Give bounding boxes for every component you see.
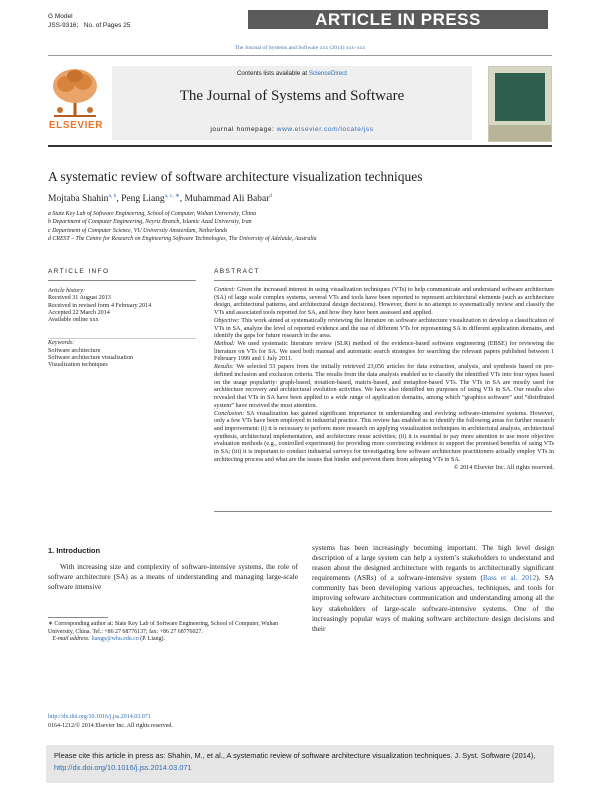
author-marks: a, b [108, 193, 117, 199]
abstract-conclusion: Conclusion: SA visualization has gained significant importance in understanding and evolving software-intensive systems. However, only a few VTs have been employed in industrial practice. This review has enabled us to identify the following areas for further research and improvement: (i) it is necessary to perform more research on applying visualization techniques in architectural analysis, architectural synthesis, architectural implementation, and architecture reuse activities; (ii) it is essential to pay more attention to use more objective evaluation methods (e.g., controlled experiment) for providing more convincing evidence to support the promised benefits of using VTs in SA; (iii) it is important to conduct industrial surveys for investigating how software architecture practitioners actually employ VTs in architecting process and what are the issues that hinder and prevent them from adopting VTs in SA. [214, 409, 555, 463]
article-info [48, 288, 198, 370]
doi-link[interactable]: http://dx.doi.org/10.1016/j.jss.2014.03.071 [48, 714, 151, 720]
abstract-heading: ABSTRACT [214, 268, 260, 275]
author-marks: d [269, 193, 273, 199]
author-list: Mojtaba Shahin$^{a, b}$, Peng Liang$^{a, c, ∗}$, Muhammad Ali Babar$^d$ [48, 193, 273, 205]
author-name[interactable]: Mojtaba Shahin [48, 194, 109, 205]
sciencedirect-link[interactable]: ScienceDirect [308, 70, 348, 77]
intro-paragraph-left: With increasing size and complexity of software-intensive systems, the role of software architecture (SA) as a means of understanding and managing large-scale software intensive [48, 562, 298, 592]
issn-line: 0164-1212/© 2014 Elsevier Inc. All rights reserved. [48, 723, 173, 729]
abstract-method: Method: We used systematic literature review (SLR) method of the evidence-based software engineering (EBSE) for reviewing the literature on VTs for SA. We used both manual and automatic search strategies for searching the relevant papers published between 1 February 1999 and 1 July 2011. [214, 340, 554, 363]
email-label: E-mail address: [52, 636, 90, 643]
history-item: Received 31 August 2013 [48, 295, 111, 302]
section-heading-introduction: 1. Introduction [48, 546, 101, 555]
article-in-press-banner: ARTICLE IN PRESS [248, 10, 548, 29]
history-item: Received in revised form 4 February 2014 [48, 302, 152, 309]
divider [48, 280, 196, 281]
abstract-objective: Objective: This work aimed at systematically reviewing the literature on software architecture visualization to develop a classification of VTs in SA, analyze the level of reported evidence and the use of different VTs for representing SA in different application domains, and identify the gaps for future research in the area. [214, 316, 555, 340]
divider [48, 338, 196, 339]
citation-text: Please cite this article in press as: Shahin, M., et al., A systematic review of software architecture visualization techniques. J. Syst. Software (2014), http://dx.doi.org/10.1016/j.jss.2014.03.071 [54, 751, 536, 772]
article-info-heading: ARTICLE INFO [48, 268, 110, 275]
history-item: Available online xxx [48, 317, 99, 324]
homepage-prefix: journal homepage: [210, 126, 275, 133]
affiliation: b Department of Computer Engineering, Neyriz Branch, Islamic Azad University, Iran [48, 219, 252, 226]
email-suffix: (P. Liang). [140, 636, 165, 643]
intro-paragraph-right: systems has been increasingly becoming important. The high level design description of a large system can help a system’s stakeholders to understand and reason about the designed architecture with regards to architecturally significant requirements (ASRs) of a software-intensive system (Bass et al. 2012). SA community has been developing various approaches, techniques, and tools for improving software architecture communication and understanding among all the key stakeholders of large-scale software-intensive systems. One of the increasingly popular ways of making software architecture design decisions and their [312, 543, 554, 633]
copyright-notice: © 2014 Elsevier Inc. All rights reserved. [453, 463, 554, 471]
cover-artwork [495, 73, 545, 121]
footnote-divider [48, 617, 108, 618]
corresponding-author-footnote [48, 621, 298, 644]
divider [48, 145, 552, 147]
author-marks: a, c, ∗ [164, 193, 180, 199]
keyword: Visualization techniques [48, 362, 108, 369]
journal-homepage [112, 126, 472, 133]
history-label: Article history: [48, 288, 86, 294]
affiliation: a State Key Lab of Software Engineering, School of Computer, Wuhan University, China [48, 211, 257, 217]
author-name[interactable]: Muhammad Ali Babar [184, 194, 270, 205]
pages-label: No. of Pages 25 [83, 22, 131, 29]
history-item: Accepted 22 March 2014 [48, 309, 110, 316]
citation-doi-link[interactable]: http://dx.doi.org/10.1016/j.jss.2014.03.071 [54, 762, 192, 772]
ref-label: JSS-9316; [48, 22, 79, 29]
manuscript-info [48, 12, 130, 30]
abstract-results: Results: We selected 53 papers from the initially retrieved 23,056 articles for data extraction, analysis, and synthesis based on pre-defined inclusion and exclusion criteria. The results from the data analysis enabled us to classify the identified VTs into four types based on the usage popularity: graph-based, notation-based, matrix-based, and metaphor-based VTs. The VTs in SA are mostly used for architecture recovery and architectural evolution activities. We have also identified ten purposes of using VTs in SA. Our results also revealed that VTs in SA have been applied to a wide range of application domains, among which “graphics software” and “distributed system” have received the most attention. [214, 363, 555, 409]
journal-cover-image [488, 66, 552, 142]
contents-line [112, 70, 472, 77]
author-name[interactable]: Peng Liang [121, 194, 165, 205]
affiliation: c Department of Computer Science, VU University Amsterdam, Netherlands [48, 227, 228, 234]
email-link[interactable]: liangp@whu.edu.cn [91, 636, 139, 643]
keyword: Software architecture [48, 347, 101, 354]
divider [214, 280, 552, 281]
divider [214, 511, 552, 512]
homepage-link[interactable]: www.elsevier.com/locate/jss [276, 126, 374, 133]
divider [48, 55, 552, 56]
article-title: A systematic review of software architecture visualization techniques [48, 169, 423, 184]
affiliations [48, 210, 552, 244]
keyword: Software architecture visualization [48, 355, 133, 362]
publisher-name: ELSEVIER [48, 120, 104, 131]
journal-title: The Journal of Systems and Software [179, 88, 405, 104]
contents-prefix: Contents lists available at [236, 70, 308, 77]
abstract-context: Context: Given the increased interest in using visualization techniques (VTs) to help communicate and understand software architecture (SA) of large scale complex systems, several VTs and tools have been reported to represent architectural elements (such as architecture design, architectural patterns, and architectural design decisions). However, there is no attempt to systematically review and classify the VTs and associated tools reported for SA, and how they have been assessed and applied. [214, 286, 554, 317]
abstract-body [214, 286, 554, 471]
model-label: G Model [48, 13, 73, 20]
cover-band [489, 125, 551, 141]
keywords-label: Keywords: [48, 340, 75, 347]
footnote-text: ∗ Corresponding author at: State Key Lab of Software Engineering, School of Computer, Wuhan University, China. Tel.: +86 27 68776137; fax: +86 27 68776027. [48, 621, 278, 635]
affiliation: d CREST – The Centre for Research on Engineering Software Technologies, The University of Adelaide, Australia [48, 236, 317, 243]
journal-citation-line: The Journal of Systems and Software xxx (2014) xxx–xxx [234, 45, 366, 51]
citation-link[interactable]: Bass et al. 2012 [482, 573, 537, 583]
